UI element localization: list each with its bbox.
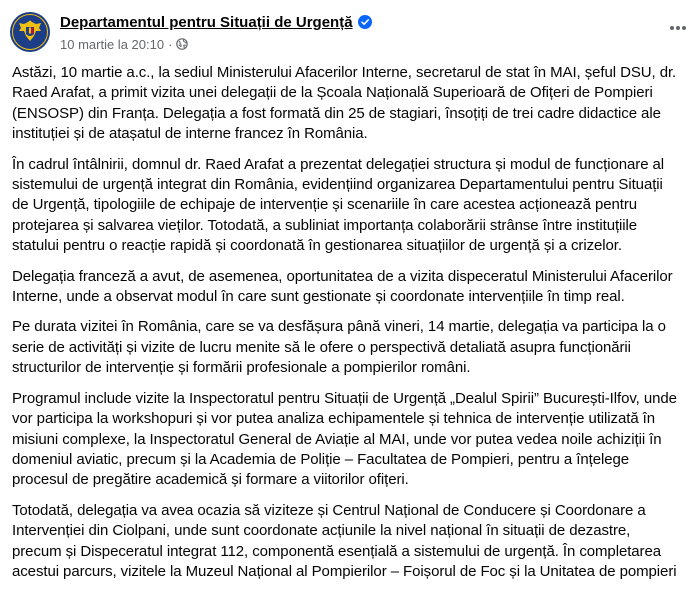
- post-paragraph: Programul include vizite la Inspectoratul pentru Situații de Urgență „Dealul Spirii” București-Ilfov, unde vor participa la workshopuri și vor putea analiza echipamentele și tehnica de intervenție utilizată în misiuni complexe, la Inspectoratul General de Aviație al MAI, unde vor putea vedea noile achiziții în domeniul aviatic, precum și la Academia de Poliție – Facultatea de Pompieri, pentru a înțelege procesul de pregătire academică și formare a viitorilor ofițeri.: [12, 389, 677, 489]
- page-name-link[interactable]: Departamentul pentru Situații de Urgență: [60, 13, 353, 31]
- post-paragraph: În cadrul întâlnirii, domnul dr. Raed Arafat a prezentat delegației structura și modul de funcționare al sistemului de urgență integrat din România, evidențiind organizarea Departamentului pentru Situații de Urgență, tipologiile de echipaje de intervenție și scenariile în care acestea acționează pentru protejarea și salvarea vieților. Totodată, a subliniat importanța colaborării strânse între instituțiile statului pentru o reacție rapidă și coordonată în gestionarea situațiilor de urgență și a crizelor.: [12, 155, 665, 255]
- more-horizontal-icon: [669, 25, 687, 31]
- romanian-coat-of-arms-icon: [10, 12, 50, 52]
- post-paragraph: Astăzi, 10 martie a.c., la sediul Ministerului Afacerilor Interne, secretarul de stat în MAI, șeful DSU, dr. Raed Arafat, a primit vizita unei delegații de la Școala Națională Superioară de Ofițeri de Pompieri (ENSOSP) din Franța. Delegația a fost formată din 25 de stagiari, însoțiți de trei cadre didactice ale instituției și de atașatul de interne francez în România.: [12, 64, 677, 143]
- page-avatar[interactable]: [10, 12, 50, 52]
- meta-separator: ·: [168, 36, 173, 52]
- more-options-button[interactable]: [668, 18, 688, 38]
- post-body: [12, 63, 698, 592]
- verified-badge-icon: [358, 15, 372, 29]
- page-name-row: [60, 12, 372, 32]
- post-header: [0, 0, 700, 58]
- post-paragraph: Delegația franceză a avut, de asemenea, oportunitatea de a vizita dispeceratul Ministerului Afacerilor Interne, unde a observat modul în care sunt gestionate și coordonate intervențiile în timp real.: [12, 267, 673, 306]
- post-paragraph: Totodată, delegația va avea ocazia să viziteze și Centrul Național de Conducere și Coordonare a Intervenției din Ciolpani, unde sunt coordonate acțiunile la nivel național în situații de dezastre, precum și Dispeceratul integrat 112, componentă esențială a sistemului de urgență. În completarea acestui parcurs, vizitele la Muzeul Național al Pompierilor – Foișorul de Foc și la Unitatea de pompieri: [12, 501, 677, 580]
- globe-icon: [176, 38, 188, 50]
- post-meta: [60, 35, 188, 53]
- post-timestamp[interactable]: 10 martie la 20:10: [60, 36, 165, 52]
- post-paragraph: Pe durata vizitei în România, care se va desfășura până vineri, 14 martie, delegația va participa la o serie de activități și vizite de lucru menite să le ofere o perspectivă detaliată asupra funcționării structurilor de intervenție și formării profesionale a pompierilor români.: [12, 318, 666, 377]
